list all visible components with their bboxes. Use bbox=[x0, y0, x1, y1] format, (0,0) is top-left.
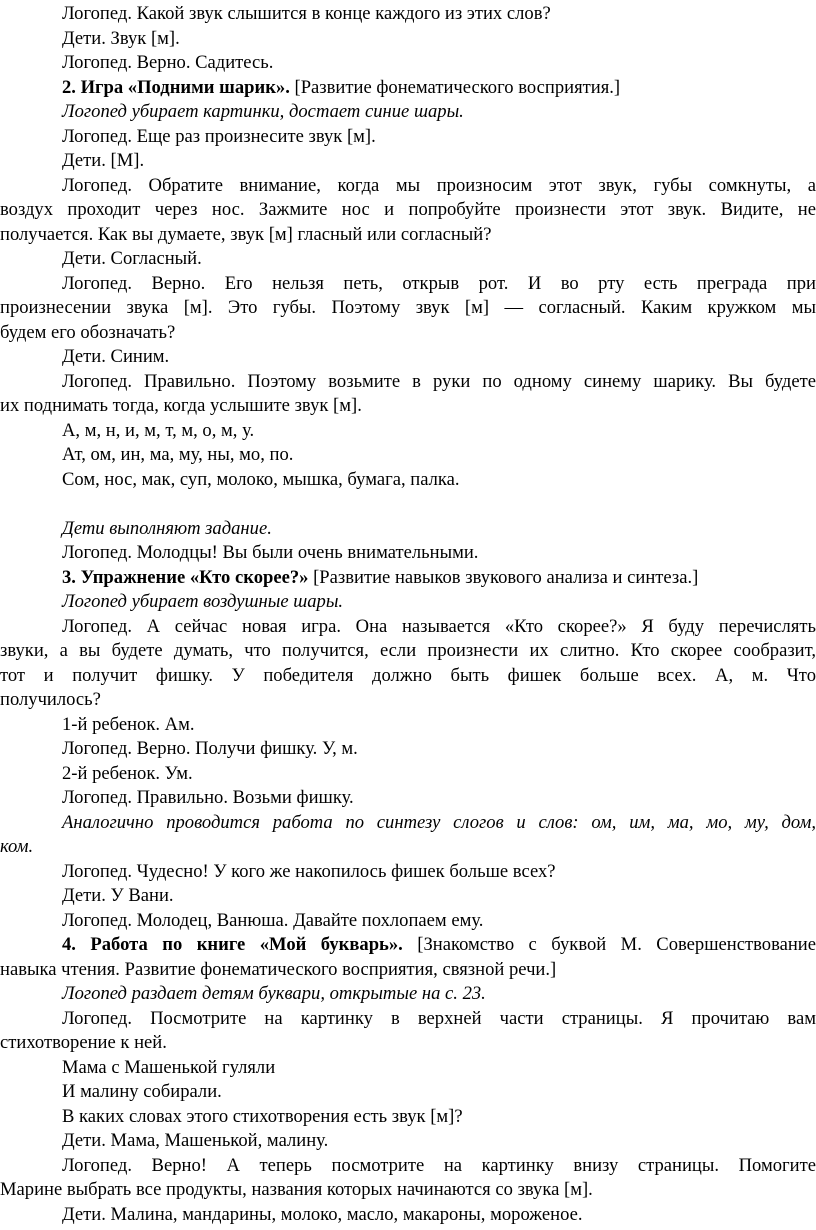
text-line: Логопед. Чудесно! У кого же накопилось фишек больше всех? bbox=[62, 860, 556, 882]
text-line: 2-й ребенок. Ум. bbox=[62, 762, 193, 784]
section-2-heading bbox=[0, 76, 816, 101]
text-line: Дети. Синим. bbox=[62, 346, 170, 367]
stage-direction: Аналогично проводится работа по синтезу слогов и слов: ом, им, ма, мо, му, дом, bbox=[62, 811, 816, 833]
blank-line bbox=[0, 492, 816, 517]
text-line: Сом, нос, мак, суп, молоко, мышка, бумага, палка. bbox=[62, 468, 460, 490]
text-line: Ат, ом, ин, ма, му, ны, мо, по. bbox=[62, 444, 294, 465]
text-line: В каких словах этого стихотворения есть звук [м]? bbox=[62, 1105, 463, 1127]
text-line: стихотворение к ней. bbox=[0, 1032, 167, 1053]
text-line: Логопед. Посмотрите на картинку в верхней части страницы. Я прочитаю вам bbox=[62, 1007, 816, 1029]
text-line: Логопед. Какой звук слышится в конце каждого из этих слов? bbox=[62, 3, 551, 24]
text-line: Дети. Малина, мандарины, молоко, масло, макароны, мороженое. bbox=[62, 1203, 583, 1225]
text-line: Логопед. Молодец, Ванюша. Давайте похлопаем ему. bbox=[62, 909, 484, 931]
text-line: Логопед. Молодцы! Вы были очень внимательными. bbox=[62, 542, 479, 563]
text-line: Дети. Согласный. bbox=[62, 248, 202, 269]
section-title: 4. Работа по книге «Мой букварь». bbox=[62, 934, 403, 955]
text-line: Логопед. Правильно. Возьми фишку. bbox=[62, 787, 354, 808]
stage-direction: Логопед раздает детям буквари, открытые на с. 23. bbox=[62, 983, 486, 1004]
text-line: Логопед. А сейчас новая игра. Она называется «Кто скорее?» Я буду перечислять bbox=[62, 615, 816, 637]
text-line: Логопед. Верно. Садитесь. bbox=[62, 52, 274, 73]
text-line: навыка чтения. Развитие фонематического восприятия, связной речи.] bbox=[0, 958, 557, 980]
text-line: Логопед. Правильно. Поэтому возьмите в руки по одному синему шарику. Вы будете bbox=[62, 370, 816, 392]
stage-direction: Логопед убирает воздушные шары. bbox=[62, 591, 344, 612]
section-title: 3. Упражнение «Кто скорее?» bbox=[62, 566, 309, 588]
text-line: получается. Как вы думаете, звук [м] гласный или согласный? bbox=[0, 223, 492, 245]
section-3-heading bbox=[0, 566, 816, 591]
stage-direction: Дети выполняют задание. bbox=[62, 517, 272, 539]
section-description: [Развитие фонематического восприятия.] bbox=[289, 76, 621, 98]
section-description: [Развитие навыков звукового анализа и синтеза.] bbox=[308, 566, 699, 588]
section-title: 2. Игра «Подними шарик». bbox=[62, 76, 290, 98]
text-line: Логопед. Еще раз произнесите звук [м]. bbox=[62, 125, 376, 147]
text-line: Дети. Мама, Машенькой, малину. bbox=[62, 1130, 329, 1151]
text-line: Дети. Звук [м]. bbox=[62, 27, 180, 49]
text-line: будем его обозначать? bbox=[0, 321, 176, 343]
text-line: произнесении звука [м]. Это губы. Поэтому звук [м] — согласный. Каким кружком мы bbox=[0, 297, 816, 318]
text-line: Дети. У Вани. bbox=[62, 885, 174, 906]
text-line: Логопед. Верно! А теперь посмотрите на картинку внизу страницы. Помогите bbox=[62, 1154, 816, 1176]
text-line: тот и получит фишку. У победителя должно быть фишек больше всех. А, м. Что bbox=[0, 664, 816, 686]
text-line: получилось? bbox=[0, 689, 101, 710]
text-line: 1-й ребенок. Ам. bbox=[62, 713, 195, 735]
stage-direction: ком. bbox=[0, 836, 34, 857]
text-line: Марине выбрать все продукты, названия которых начинаются со звука [м]. bbox=[0, 1179, 593, 1200]
text-line: Логопед. Обратите внимание, когда мы произносим этот звук, губы сомкнуты, а bbox=[62, 174, 816, 196]
section-description: [Знакомство с буквой М. Совершенствование bbox=[402, 934, 816, 955]
poem-line: Мама с Машенькой гуляли bbox=[62, 1056, 276, 1078]
stage-direction: Логопед убирает картинки, достает синие шары. bbox=[62, 101, 464, 122]
text-line: звуки, а вы будете думать, что получится, если произнести их слитно. Кто скорее сообразит, bbox=[0, 640, 816, 661]
text-line: Дети. [М]. bbox=[62, 150, 145, 171]
text-line: их поднимать тогда, когда услышите звук [м]. bbox=[0, 395, 362, 416]
section-4-heading bbox=[0, 933, 816, 958]
text-line: воздух проходит через нос. Зажмите нос и попробуйте произнести этот звук. Видите, не bbox=[0, 199, 816, 220]
text-line: А, м, н, и, м, т, м, о, м, у. bbox=[62, 419, 255, 441]
poem-line: И малину собирали. bbox=[62, 1081, 222, 1102]
text-line: Логопед. Верно. Его нельзя петь, открыв рот. И во рту есть преграда при bbox=[62, 272, 816, 294]
text-line: Логопед. Верно. Получи фишку. У, м. bbox=[62, 738, 358, 759]
